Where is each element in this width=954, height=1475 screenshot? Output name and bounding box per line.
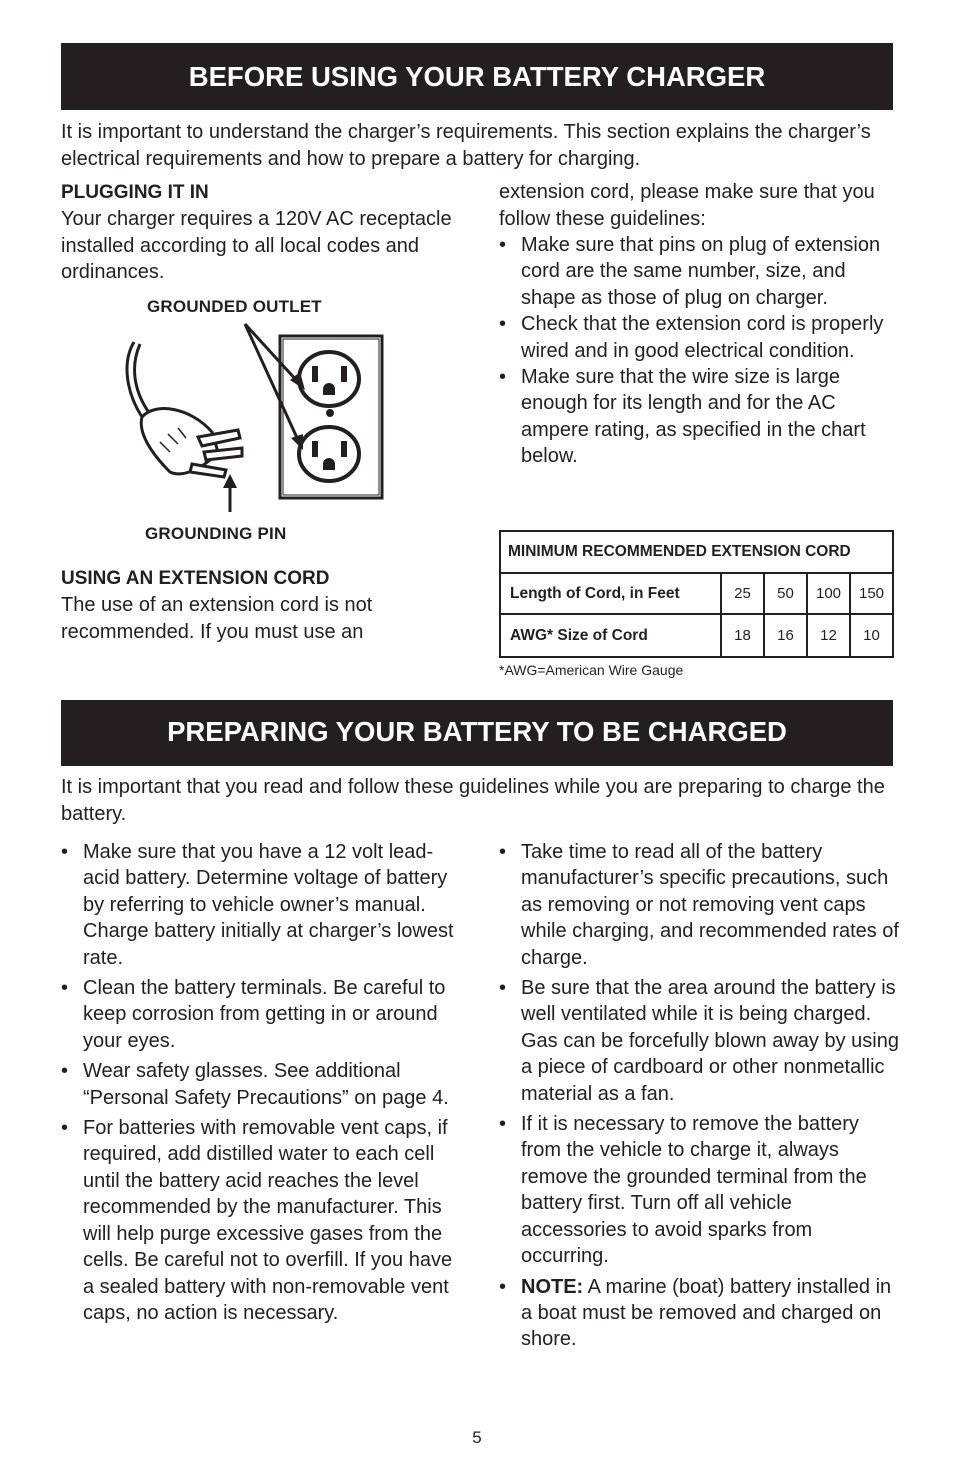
table-row: [500, 614, 893, 657]
list-item: • Make sure that the wire size is large enough for its length and for the AC ampere rating, as specified in the chart below.: [499, 364, 893, 470]
list-item-note: [499, 1274, 899, 1353]
note-label: NOTE:: [521, 1275, 584, 1298]
preparation-list-right: [499, 839, 899, 1353]
extension-cord-table: [499, 530, 894, 658]
section-title: PREPARING YOUR BATTERY TO BE CHARGED: [167, 716, 787, 747]
plugging-body: Your charger requires a 120V AC receptacle installed according to all local codes and ordinances.: [61, 208, 452, 284]
section-title: BEFORE USING YOUR BATTERY CHARGER: [188, 61, 766, 92]
plugging-heading: PLUGGING IT IN: [61, 182, 209, 203]
extension-body-right: extension cord, please make sure that you follow these guidelines:: [499, 181, 875, 230]
grounded-outlet-illustration: [120, 322, 390, 512]
page-number: 5: [472, 1428, 482, 1447]
outlet-receptacle-lower: [299, 427, 359, 481]
extension-guidelines-list: [499, 232, 893, 470]
table-row: [500, 573, 893, 614]
table-cell: 150: [850, 573, 893, 614]
list-item: • Check that the extension cord is properly wired and in good electrical condition.: [499, 311, 893, 364]
table-row-label: Length of Cord, in Feet: [500, 573, 721, 614]
list-item: • Be sure that the area around the battery is well ventilated while it is being charged. Gas can be forcefully blown away by using a piece of cardboard or other nonmetallic material as a fan.: [499, 975, 899, 1107]
table-cell: 18: [721, 614, 764, 657]
table-cell: 10: [850, 614, 893, 657]
section-banner-preparing-battery: [61, 700, 893, 766]
figure-label-grounding-pin: GROUNDING PIN: [145, 524, 287, 543]
table-cell: 16: [764, 614, 807, 657]
list-item: • Clean the battery terminals. Be careful to keep corrosion from getting in or around your eyes.: [61, 975, 457, 1054]
list-item: • For batteries with removable vent caps, if required, add distilled water to each cell until the battery acid reaches the level recommended by the manufacturer. This will help purge excessive gases from the cells. Be careful not to overfill. If you have a sealed battery with non-removable vent caps, no action is necessary.: [61, 1115, 457, 1326]
table-cell: 25: [721, 573, 764, 614]
note-text: A marine (boat) battery installed in a boat must be removed and charged on shore.: [521, 1275, 892, 1351]
list-item: • Wear safety glasses. See additional “Personal Safety Precautions” on page 4.: [61, 1058, 457, 1111]
table-title: MINIMUM RECOMMENDED EXTENSION CORD: [500, 531, 893, 573]
table-cell: 12: [807, 614, 850, 657]
preparation-list-left: [61, 839, 457, 1326]
section-intro: It is important that you read and follow these guidelines while you are preparing to charge the battery.: [61, 776, 885, 825]
table-row-label: AWG* Size of Cord: [500, 614, 721, 657]
table-footnote: *AWG=American Wire Gauge: [499, 662, 684, 678]
outlet-receptacle-upper: [299, 352, 359, 406]
list-item: • Make sure that you have a 12 volt lead-acid battery. Determine voltage of battery by referring to vehicle owner’s manual. Charge battery initially at charger’s lowest rate.: [61, 839, 457, 971]
extension-body-left: The use of an extension cord is not recommended. If you must use an: [61, 594, 373, 643]
table-cell: 100: [807, 573, 850, 614]
section-intro: It is important to understand the charger’s requirements. This section explains the charger’s electrical requirements and how to prepare a battery for charging.: [61, 121, 871, 170]
list-item: • Make sure that pins on plug of extension cord are the same number, size, and shape as those of plug on charger.: [499, 232, 893, 311]
list-item: • If it is necessary to remove the battery from the vehicle to charge it, always remove the grounded terminal from the battery first. Turn off all vehicle accessories to avoid sparks from occurring.: [499, 1111, 899, 1269]
figure-label-grounded-outlet: GROUNDED OUTLET: [147, 297, 322, 316]
list-item: • Take time to read all of the battery manufacturer’s specific precautions, such as removing or not removing vent caps while charging, and recommended rates of charge.: [499, 839, 899, 971]
outlet-screw: [326, 409, 334, 417]
table-cell: 50: [764, 573, 807, 614]
section-banner-before-using: [61, 43, 893, 110]
extension-heading: USING AN EXTENSION CORD: [61, 568, 330, 589]
